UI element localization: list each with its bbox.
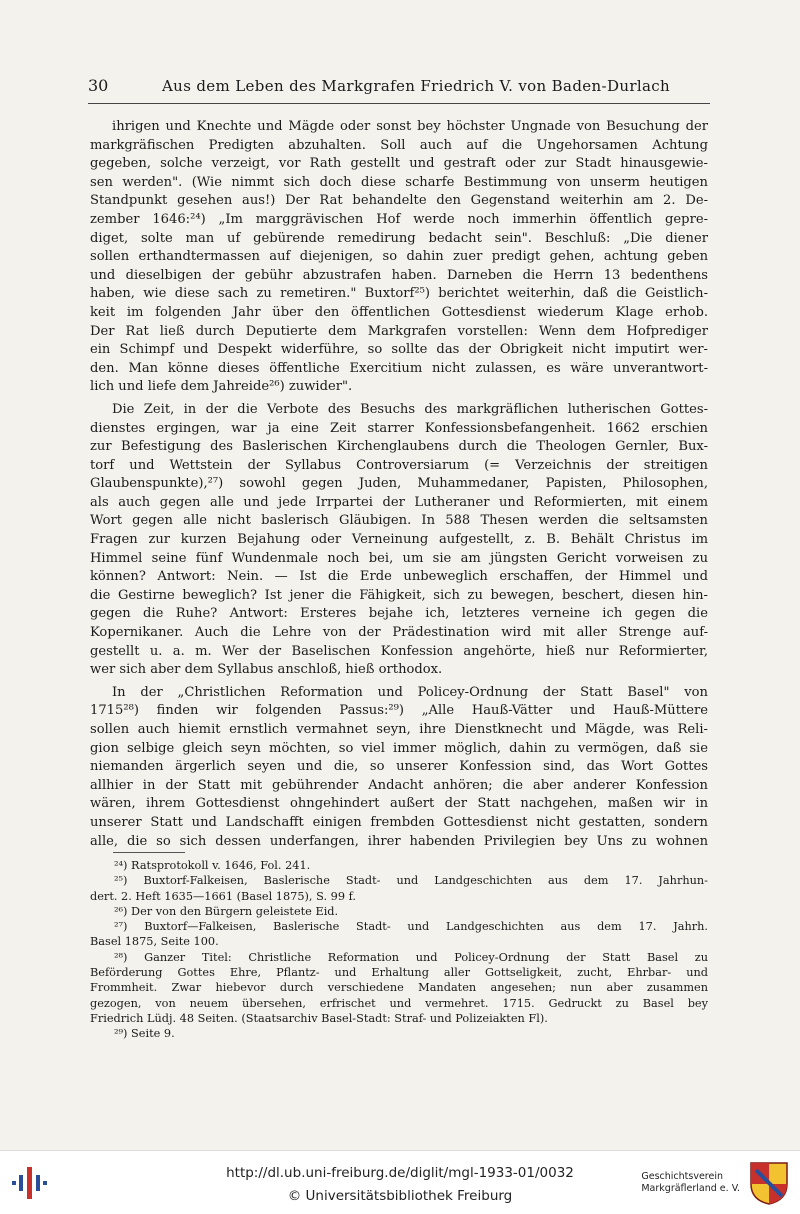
text-line: Kopernikaner. Auch die Lehre von der Prädestination wird mit aller Strenge auf- (90, 625, 708, 641)
text-line: sen werden". (Wie nimmt sich doch diese scharfe Bestimmung von unserm heutigen (90, 174, 708, 190)
text-line: Der Rat ließ durch Deputierte dem Markgrafen vorstellen: Wenn dem Hofprediger (90, 323, 708, 339)
text-line: gion selbige gleich seyn möchten, so viel immer möglich, dahin zu vermögen, daß sie (90, 740, 708, 756)
text-line: gegeben, solche verzeigt, vor Rath gestellt und gestraft oder zur Stadt hinausgewie- (90, 156, 708, 172)
footnote-line: Friedrich Lüdj. 48 Seiten. (Staatsarchiv Basel-Stadt: Straf- und Polizeiakten Fl). (90, 1011, 548, 1025)
society-name (641, 1171, 740, 1195)
text-line: wären, ihrem Gottesdienst ohngehindert außert der Statt nachgehen, maßen wir in (90, 796, 708, 812)
footnote-separator (113, 852, 185, 853)
text-line: sollen auch hiemit ernstlich vermahnet seyn, ihre Dienstknecht und Mägde, was Reli- (90, 722, 708, 737)
text-line: 1715²⁸) finden wir folgenden Passus:²⁹) „Alle Hauß-Vätter und Hauß-Müttere (90, 703, 708, 719)
text-line: unserer Statt und Landschafft einigen frembden Gottesdienst nicht gestatten, sondern (90, 814, 708, 830)
footnote-line: Basel 1875, Seite 100. (90, 935, 219, 949)
text-line: lich und liefe dem Jahreide²⁶) zuwider". (90, 379, 353, 395)
text-line: die Gestirne beweglich? Ist jener die Fähigkeit, sich zu bewegen, beschert, diesen hin- (90, 587, 708, 603)
text-line: und dieselbigen der gebühr abzustrafen haben. Darneben die Herrn 13 bedenthens (90, 267, 708, 283)
text-line: zember 1646:²⁴) „Im marggrävischen Hof werde noch immerhin öffentlich gepre- (90, 211, 708, 227)
footnote-line: dert. 2. Heft 1635—1661 (Basel 1875), S. 99 f. (90, 889, 356, 903)
copyright-notice: © Universitätsbibliothek Freiburg (287, 1188, 513, 1204)
footnote-line: ²⁷) Buxtorf—Falkeisen, Baslerische Stadt- und Landgeschichten aus dem 17. Jahrh. (114, 920, 708, 934)
coat-of-arms-icon[interactable] (748, 1160, 790, 1206)
header-rule (88, 103, 710, 104)
footer-bar (0, 1150, 800, 1214)
text-line: diget, solte man uf gebürende remedirung bedacht sein". Beschluß: „Die diener (90, 230, 708, 246)
running-title: Aus dem Leben des Markgrafen Friedrich V. von Baden-Durlach (162, 77, 671, 95)
text-line: Fragen zur kurzen Bejahung oder Verneinung aufgestellt, z. B. Behält Christus im (90, 532, 708, 548)
source-url[interactable]: http://dl.ub.uni-freiburg.de/diglit/mgl-1933-01/0032 (226, 1165, 574, 1181)
text-line: gegen die Ruhe? Antwort: Ersteres bejahe ich, letzteres verneine ich gegen die (90, 606, 708, 622)
text-line: den. Man könne dieses öffentliche Exercitium nicht zulassen, es wäre unverantwort- (90, 360, 708, 376)
text-line: allhier in der Statt mit gebührender Andacht anhören; die aber anderer Konfession (90, 777, 708, 793)
text-line: Glaubenspunkte),²⁷) sowohl gegen Juden, Muhammedaner, Papisten, Philosophen, (90, 476, 708, 492)
text-line: torf und Wettstein der Syllabus Controversiarum (= Verzeichnis der streitigen (90, 457, 708, 473)
text-line: Die Zeit, in der die Verbote des Besuchs des markgräflichen lutherischen Gottes- (112, 401, 708, 417)
footnote-line: ²⁹) Seite 9. (114, 1027, 175, 1041)
society-line-1: Geschichtsverein (641, 1171, 723, 1182)
text-line: keit im folgenden Jahr über den öffentlichen Gottesdienst wiederum Klage erhob. (90, 304, 708, 320)
footnotes (90, 858, 708, 1042)
text-line: Wort gegen alle nicht baslerisch Gläubigen. In 588 Thesen werden die seltsamsten (90, 513, 708, 529)
text-line: als auch gegen alle und jede Irrpartei der Lutheraner und Reformierten, mit einem (90, 494, 708, 510)
text-line: Standpunkt gesehen aus!) Der Rat behandelte den Gegenstand weiterhin am 2. De- (90, 193, 708, 209)
footnote-line: gezogen, von neuem übersehen, erfrischet und vermehret. 1715. Gedruckt zu Basel bey (90, 996, 708, 1010)
footnote-line: ²⁴) Ratsprotokoll v. 1646, Fol. 241. (114, 859, 311, 872)
text-line: dienstes ergingen, war ja eine Zeit starrer Konfessionsbefangenheit. 1662 erschien (90, 420, 708, 436)
text-line: In der „Christlichen Reformation und Policey-Ordnung der Statt Basel" von (112, 684, 708, 700)
body-text (90, 118, 708, 851)
page-number: 30 (88, 76, 109, 95)
footnote-line: ²⁸) Ganzer Titel: Christliche Reformation und Policey-Ordnung der Statt Basel zu (114, 950, 708, 964)
footnote-line: Beförderung Gottes Ehre, Pflantz- und Erhaltung aller Gottseligkeit, zucht, Ehrbar- und (90, 966, 708, 980)
text-line: Himmel seine fünf Wundenmale noch bei, um sie am jüngsten Gericht vorweisen zu (90, 550, 708, 566)
text-line: können? Antwort: Nein. — Ist die Erde unbeweglich erschaffen, der Himmel und (90, 569, 708, 585)
text-line: niemanden ärgerlich seyen und die, so unserer Konfession sind, das Wort Gottes (90, 759, 708, 775)
text-line: ihrigen und Knechte und Mägde oder sonst bey höchster Ungnade von Besuchung der (112, 119, 708, 134)
text-line: alle, die so sich dessen underfangen, ihrer habenden Privilegien bey Uns zu wohnen (90, 833, 708, 849)
text-line: wer sich aber dem Syllabus anschloß, hieß orthodox. (90, 662, 443, 678)
text-line: ein Schimpf und Despekt widerführe, so sollte das der Obrigkeit nicht imputirt wer- (90, 342, 708, 358)
text-line: zur Befestigung des Baslerischen Kirchenglaubens durch die Theologen Gernler, Bux- (90, 439, 708, 455)
text-line: haben, wie diese sach zu remetiren." Buxtorf²⁵) berichtet weiterhin, daß die Geistlich- (90, 286, 708, 302)
text-line: sollen erthandtermassen auf diejenigen, so dahin zuer predigt gehen, achtung geben (90, 249, 708, 265)
footnote-line: ²⁶) Der von den Bürgern geleistete Eid. (114, 904, 339, 918)
text-line: markgräfischen Predigten abzuhalten. Soll auch auf die Ungehorsamen Achtung (90, 137, 708, 153)
footnote-line: ²⁵) Buxtorf-Falkeisen, Baslerische Stadt- und Landgeschichten aus dem 17. Jahrhun- (114, 874, 708, 888)
footnote-line: Frommheit. Zwar hiebevor durch verschiedene Mandaten angesehen; nun aber zusammen (90, 981, 708, 995)
text-line: gestellt u. a. m. Wer der Baselischen Konfession angehörte, hieß nur Reformierter, (90, 643, 708, 659)
society-line-2: Markgräflerland e. V. (641, 1183, 740, 1194)
